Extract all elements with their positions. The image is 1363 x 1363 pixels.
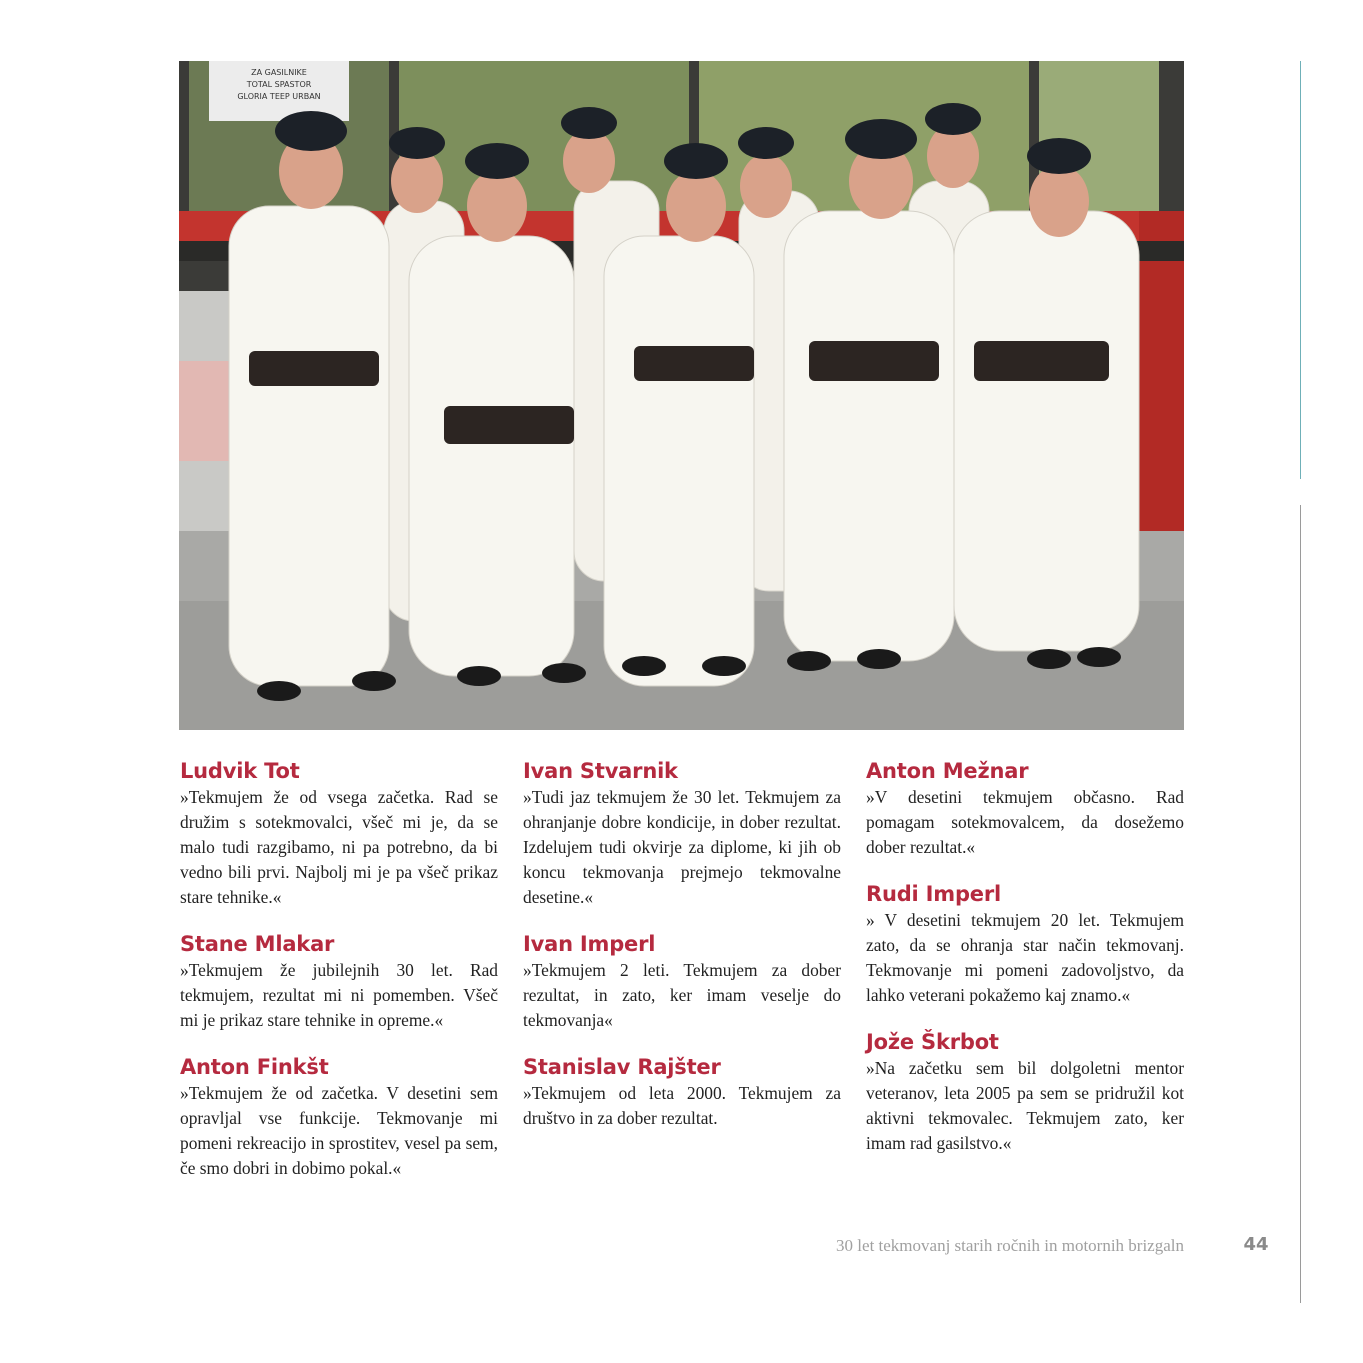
person-quote: »Tekmujem že jubilejnih 30 let. Rad tekmujem, rezultat mi ni pomemben. Všeč mi je prikaz stare tehnike in opreme.« <box>180 960 498 1030</box>
page-number: 44 <box>1243 1234 1269 1255</box>
person-quote: »Tekmujem 2 leti. Tekmujem za dober rezultat, in zato, ker imam veselje do tekmovanja« <box>523 960 841 1030</box>
person-quote: » V desetini tekmujem 20 let. Tekmujem zato, da se ohranja star način tekmovanj. Tekmovanje mi pomeni zadovoljstvo, da lahko veterani pokažemo kaj znamo.« <box>866 910 1184 1005</box>
person-name: Stane Mlakar <box>180 932 335 956</box>
testimonial-entry <box>866 1028 1184 1156</box>
person-quote: »Tekmujem od leta 2000. Tekmujem za društvo in za dober rezultat. <box>523 1083 841 1128</box>
person-name: Ludvik Tot <box>180 759 300 783</box>
text-column-2 <box>523 757 841 1151</box>
sign-line-3: GLORIA TEEP URBAN <box>237 92 321 101</box>
testimonial-entry <box>523 930 841 1033</box>
testimonial-entry <box>523 1053 841 1131</box>
page-edge-line <box>1300 505 1301 1303</box>
sign-line-1: ZA GASILNIKE <box>251 68 307 77</box>
testimonial-entry <box>180 930 498 1033</box>
group-photo-illustration <box>179 61 1184 730</box>
person-quote: »Tudi jaz tekmujem že 30 let. Tekmujem za ohranjanje dobre kondicije, in dober rezultat. Izdelujem tudi okvirje za diplome, ki jih ob koncu tekmovanja prejmejo tekmovalne desetine.« <box>523 787 841 907</box>
sign-line-2: TOTAL SPASTOR <box>246 80 312 89</box>
person-quote: »Na začetku sem bil dolgoletni mentor veteranov, leta 2005 pa sem se pridružil kot aktivni tekmovalec. Tekmujem zato, ker imam rad gasilstvo.« <box>866 1058 1184 1153</box>
person-name: Rudi Imperl <box>866 882 1001 906</box>
page-edge-line <box>1300 61 1301 479</box>
testimonial-entry <box>180 757 498 910</box>
person-name: Anton Mežnar <box>866 759 1029 783</box>
text-column-1 <box>180 757 498 1201</box>
person-name: Ivan Stvarnik <box>523 759 678 783</box>
person-name: Ivan Imperl <box>523 932 656 956</box>
testimonial-entry <box>866 757 1184 860</box>
testimonial-entry <box>866 880 1184 1008</box>
testimonial-entry <box>180 1053 498 1181</box>
person-name: Anton Finkšt <box>180 1055 329 1079</box>
person-quote: »V desetini tekmujem občasno. Rad pomagam sotekmovalcem, da dosežemo dober rezultat.« <box>866 787 1184 857</box>
person-name: Jože Škrbot <box>866 1030 999 1054</box>
person-quote: »Tekmujem že od vsega začetka. Rad se družim s sotekmovalci, všeč mi je, da se malo tudi razgibamo, ni pa potrebno, da bi vedno bili prvi. Najbolj mi je pa všeč prikaz stare tehnike.« <box>180 787 498 907</box>
text-column-3 <box>866 757 1184 1176</box>
person-quote: »Tekmujem že od začetka. V desetini sem opravljal vse funkcije. Tekmovanje mi pomeni rekreacijo in sprostitev, vesel pa sem, če smo dobri in dobimo pokal.« <box>180 1083 498 1178</box>
group-photo <box>179 61 1184 730</box>
running-footer-title: 30 let tekmovanj starih ročnih in motornih brizgaln <box>836 1236 1184 1255</box>
testimonial-entry <box>523 757 841 910</box>
person-name: Stanislav Rajšter <box>523 1055 721 1079</box>
